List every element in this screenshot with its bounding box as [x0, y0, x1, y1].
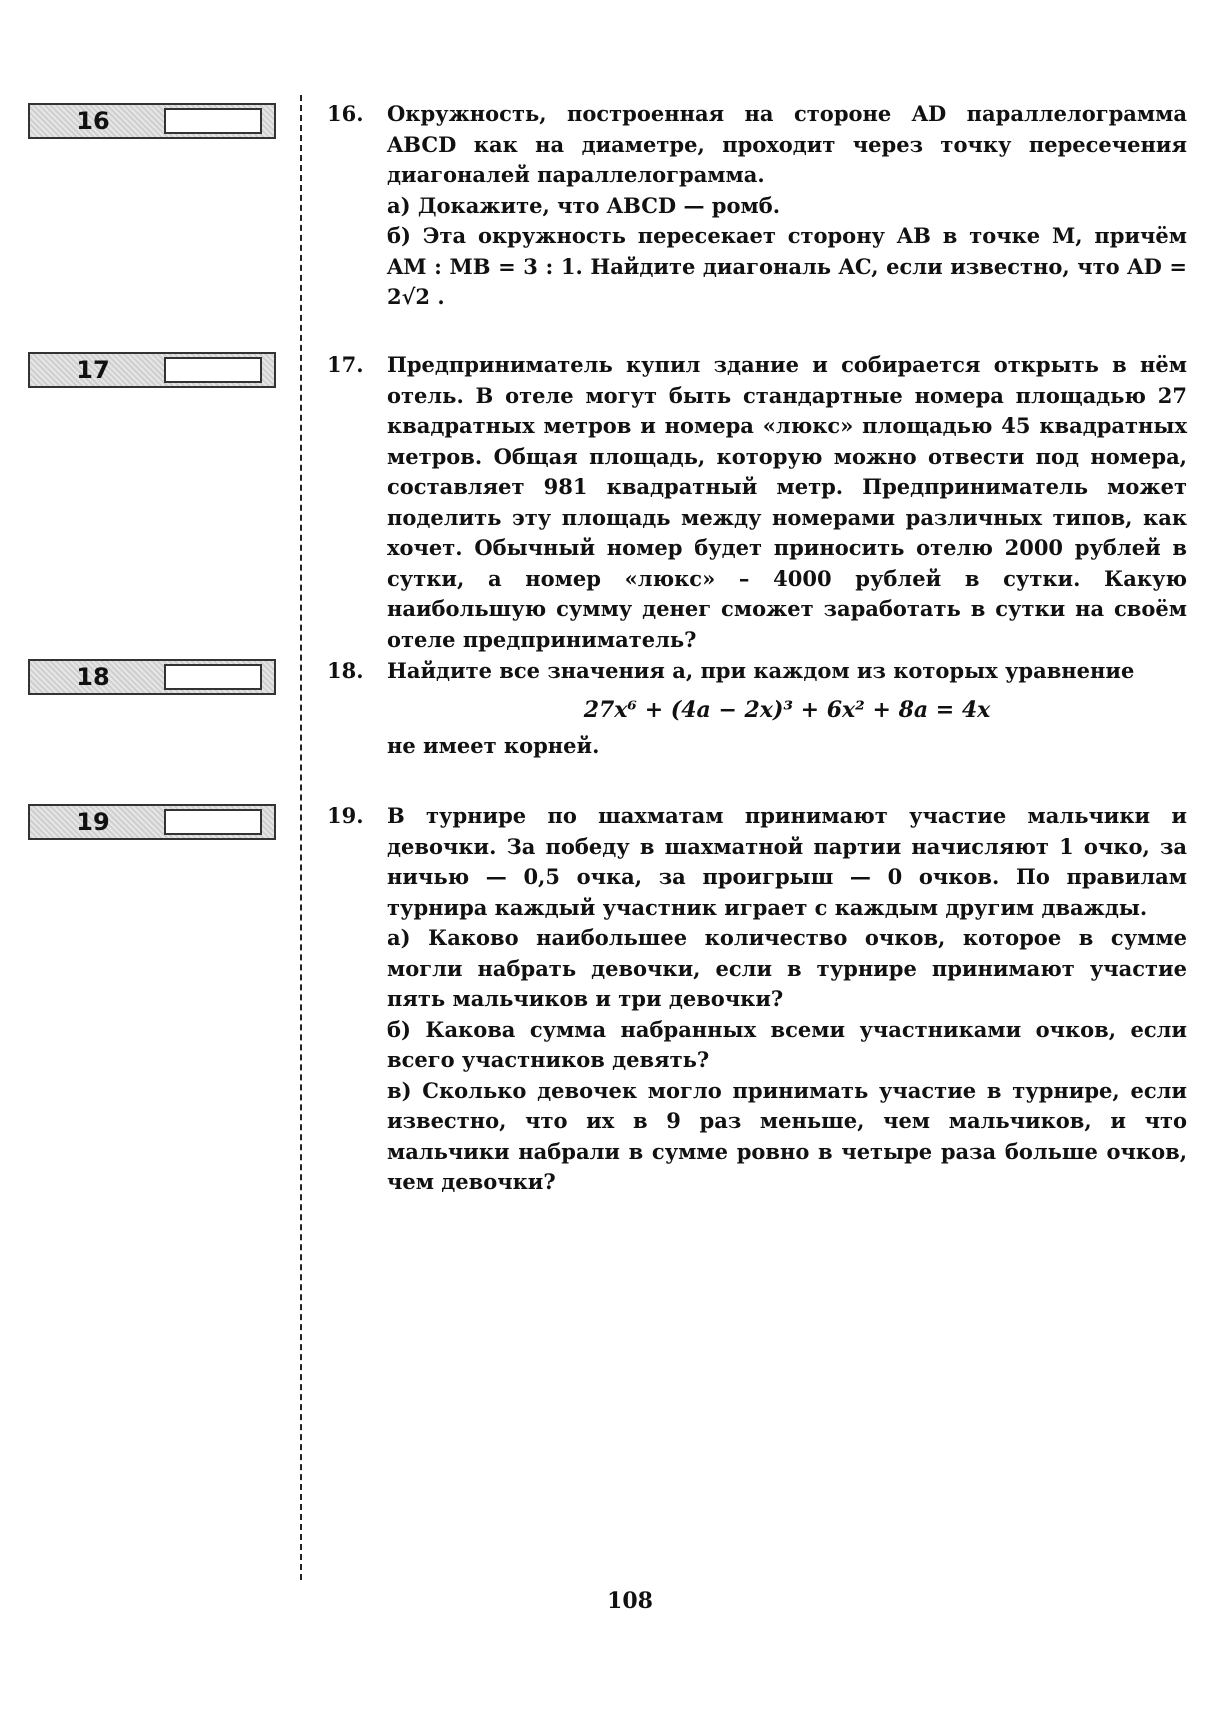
task-intro: Найдите все значения a, при каждом из которых уравнение	[387, 658, 1135, 683]
task-18	[327, 656, 1187, 762]
task-body	[387, 99, 1187, 313]
task-text: Предприниматель купил здание и собирается открыть в нём отель. В отеле могут быть стандартные номера площадью 27 квадратных метров и номера «люкс» площадью 45 квадратных метров. Общая площадь, которую можно отвести под номера, составляет 981 квадратный метр. Предприниматель может поделить эту площадь между номерами различных типов, как хочет. Обычный номер будет приносить отелю 2000 рублей в сутки, а номер «люкс» – 4000 рублей в сутки. Какую наибольшую сумму денег сможет заработать в сутки на своём отеле предприниматель?	[387, 352, 1187, 652]
answer-box-number: 19	[76, 808, 110, 836]
cut-line-divider	[300, 95, 302, 1580]
task-17	[327, 350, 1187, 655]
answer-box-number: 16	[76, 107, 110, 135]
task-part-b: б) Какова сумма набранных всеми участниками очков, если всего участников девять?	[387, 1016, 1187, 1072]
task-19	[327, 801, 1187, 1198]
task-number: 16.	[327, 101, 364, 126]
task-number: 18.	[327, 658, 364, 683]
task-intro: Окружность, построенная на стороне AD параллелограмма ABCD как на диаметре, проходит через точку пересечения диагоналей параллелограмма.	[387, 101, 1187, 187]
task-number: 17.	[327, 352, 364, 377]
task-number: 19.	[327, 803, 364, 828]
task-outro: не имеет корней.	[387, 733, 600, 758]
task-body	[387, 350, 1187, 655]
task-intro: В турнире по шахматам принимают участие мальчики и девочки. За победу в шахматной партии начисляют 1 очко, за ничью — 0,5 очка, за проигрыш — 0 очков. По правилам турнира каждый участник играет с каждым другим дважды.	[387, 803, 1187, 920]
task-part-a: а) Докажите, что ABCD — ромб.	[387, 192, 781, 218]
page-number: 108	[607, 1588, 653, 1614]
equation: 27x⁶ + (4a − 2x)³ + 6x² + 8a = 4x	[583, 696, 991, 723]
answer-box-16	[28, 103, 276, 139]
answer-box-number: 17	[76, 356, 110, 384]
answer-field-16[interactable]	[164, 108, 262, 134]
answer-box-18	[28, 659, 276, 695]
task-body	[387, 801, 1187, 1198]
answer-field-18[interactable]	[164, 664, 262, 690]
task-part-c: в) Сколько девочек могло принимать участие в турнире, если известно, что их в 9 раз меньше, чем мальчиков, и что мальчики набрали в сумме ровно в четыре раза больше очков, чем девочки?	[387, 1077, 1187, 1194]
answer-box-19	[28, 804, 276, 840]
task-part-a: а) Каково наибольшее количество очков, которое в сумме могли набрать девочки, если в турнире принимают участие пять мальчиков и три девочки?	[387, 925, 1187, 1011]
answer-field-19[interactable]	[164, 809, 262, 835]
answer-field-17[interactable]	[164, 357, 262, 383]
task-part-b: б) Эта окружность пересекает сторону AB в точке M, причём AM : MB = 3 : 1. Найдите диагональ AC, если известно, что AD = 2√2 .	[387, 223, 1187, 309]
task-body	[387, 656, 1187, 762]
task-16	[327, 99, 1187, 313]
answer-box-17	[28, 352, 276, 388]
answer-box-number: 18	[76, 663, 110, 691]
